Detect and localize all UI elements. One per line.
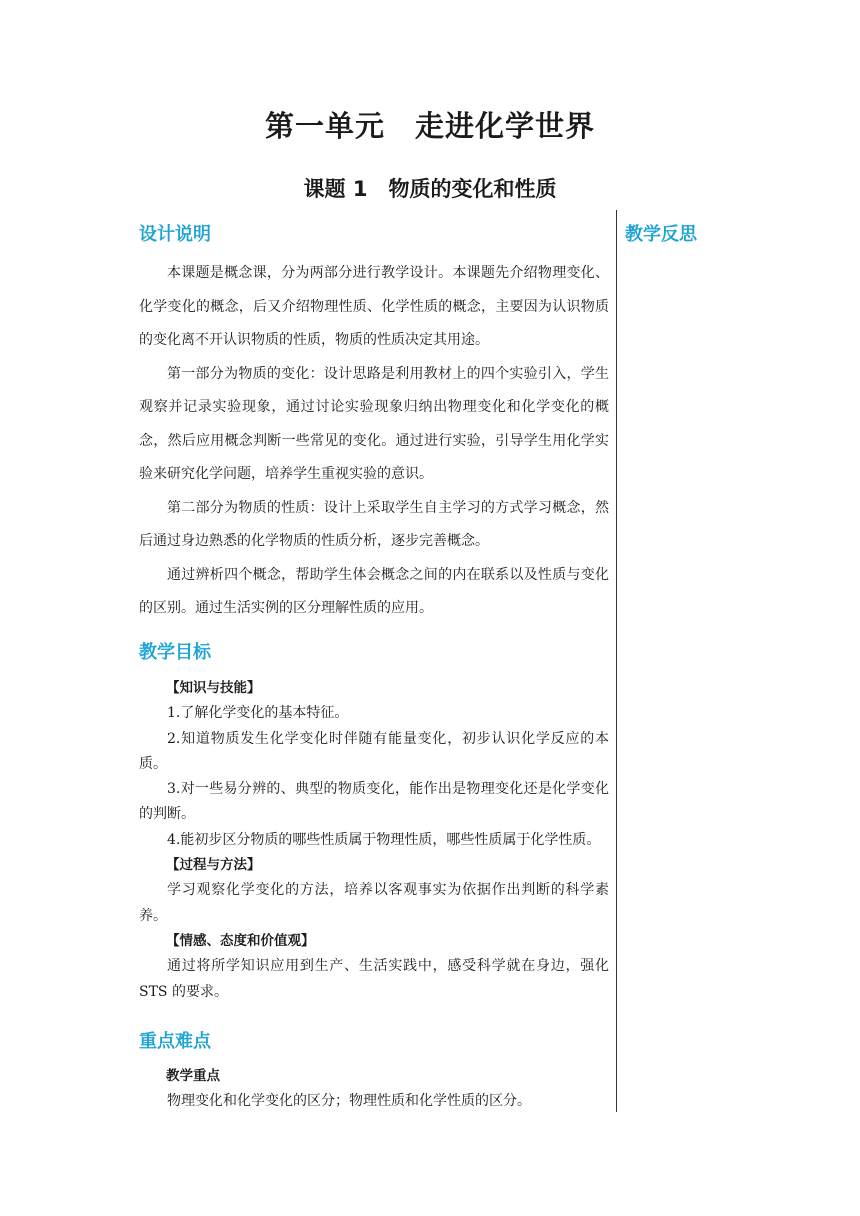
reflection-heading: 教学反思 (625, 224, 697, 245)
key-points-heading: 重点难点 (139, 1031, 211, 1052)
knowledge-heading: 【知识与技能】 (166, 680, 261, 696)
emotion-heading: 【情感、态度和价值观】 (166, 932, 315, 949)
process-heading: 【过程与方法】 (166, 857, 261, 874)
goals-section (139, 676, 609, 1005)
design-paragraph: 本课题是概念课，分为两部分进行教学设计。本课题先介绍物理变化、化学变化的概念，后又介绍物理性质、化学性质的概念，主要因为认识物质的变化离不开认识物质的性质，物质的性质决定其用途。 (139, 265, 609, 348)
design-paragraph: 第二部分为物质的性质：设计上采取学生自主学习的方式学习概念，然后通过身边熟悉的化学物质的性质分析，逐步完善概念。 (139, 499, 609, 549)
goal-item: 3.对一些易分辨的、典型的物质变化，能作出是物理变化还是化学变化的判断。 (139, 781, 609, 823)
key-points-section (139, 1064, 609, 1114)
lesson-title: 课题 1 物质的变化和性质 (303, 177, 557, 201)
column-divider (616, 210, 617, 1112)
unit-title: 第一单元 走进化学世界 (264, 109, 595, 143)
focus-heading: 教学重点 (166, 1068, 220, 1084)
design-paragraph: 通过辨析四个概念，帮助学生体会概念之间的内在联系以及性质与变化的区别。通过生活实例的区分理解性质的应用。 (139, 566, 609, 616)
design-paragraph: 第一部分为物质的变化：设计思路是利用教材上的四个实验引入，学生观察并记录实验现象，通过讨论实验现象归纳出物理变化和化学变化的概念，然后应用概念判断一些常见的变化。通过进行实验，引导学生用化学实验来研究化学问题，培养学生重视实验的意识。 (139, 365, 609, 482)
goal-item: 4.能初步区分物质的哪些性质属于物理性质，哪些性质属于化学性质。 (167, 831, 601, 848)
goal-item: 1.了解化学变化的基本特征。 (167, 705, 349, 722)
goals-heading: 教学目标 (139, 642, 211, 663)
design-section (139, 257, 609, 626)
goal-item: 2.知道物质发生化学变化时伴随有能量变化，初步认识化学反应的本质。 (139, 730, 609, 772)
process-text: 学习观察化学变化的方法，培养以客观事实为依据作出判断的科学素养。 (139, 882, 609, 924)
design-heading: 设计说明 (139, 224, 211, 245)
focus-text: 物理变化和化学变化的区分；物理性质和化学性质的区分。 (167, 1093, 531, 1109)
emotion-text: 通过将所学知识应用到生产、生活实践中，感受科学就在身边，强化 STS 的要求。 (139, 958, 609, 1000)
